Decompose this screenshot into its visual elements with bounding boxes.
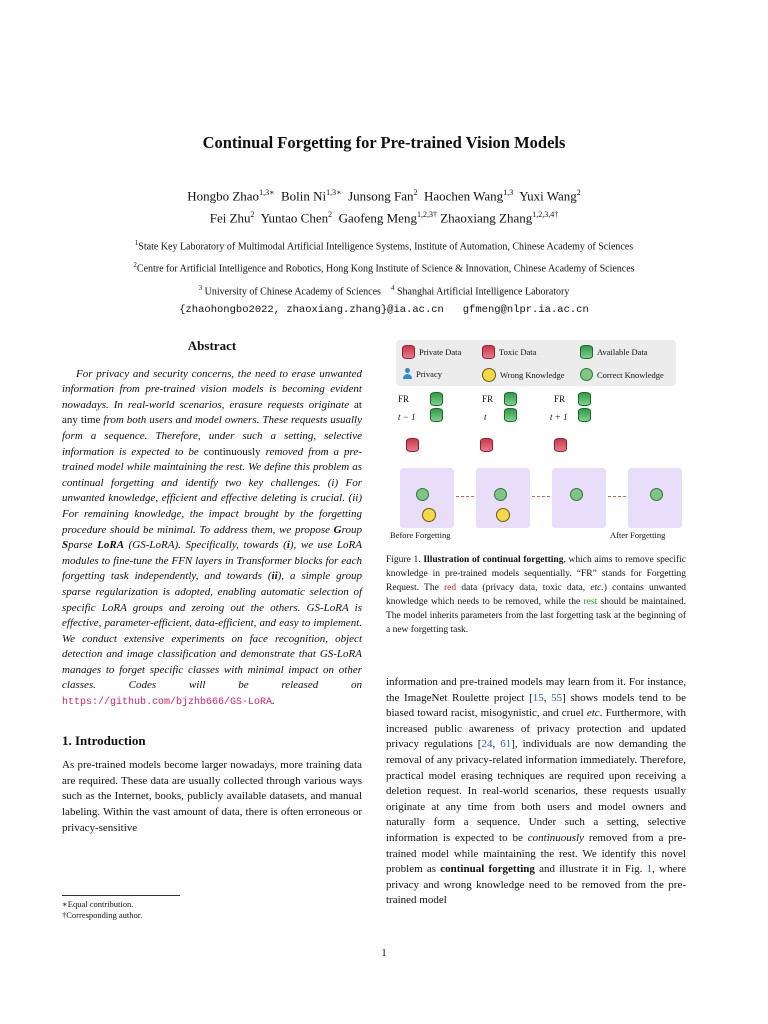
section-heading-introduction: 1. Introduction: [62, 732, 146, 748]
citation-link[interactable]: 24: [481, 738, 493, 751]
right-column-paragraph: information and pre-trained models may learn from it. For instance, the ImageNet Roulette project [15, 55] shows models tend to be biased toward racist, misogynistic, and cruel etc. Furthermore, with increased public awareness of privacy protection and updated privacy regulations [24, 61], individuals are now demanding the removal of any privacy-related information immediately. Therefore, practical model erasing techniques are required upon receiving a deletion request. In real-world scenarios, these requests usually originate at any time from both users and model owners and naturally form a sequence. Under such a setting, selective information is expected to be continuously removed from a pre-trained model while maintaining the rest. We identify this novel problem as continual forgetting and illustrate it in Fig. 1, where privacy and wrong knowledge need to be removed from the pre-trained model: [386, 676, 687, 907]
author-list: [0, 183, 768, 228]
network-icon: [580, 368, 593, 381]
author: Haochen Wang: [423, 188, 504, 204]
toxic-icon: [422, 508, 436, 522]
author-emails: {zhaohongbo2022, zhaoxiang.zhang}@ia.ac.cn gfmeng@nlpr.ia.ac.cn: [179, 303, 589, 316]
network-icon: [570, 488, 583, 501]
abstract-text: For privacy and security concerns, the need to erase unwanted information from pre-trained vision models is becoming evident nowadays. In real-world scenarios, erasure requests originate at any time from both users and model owners. These requests usually form a sequence. Therefore, under such a setting, selective information is expected to be continuously removed from a pre-trained model while maintaining the rest. We define this problem as continual forgetting and identify two key challenges. (i) For unwanted knowledge, efficient and effective deleting is crucial. (ii) For remaining knowledge, the impact brought by the forgetting procedure should be minimal. To address them, we propose Group Sparse LoRA (GS-LoRA). Specifically, towards (i), we use LoRA modules to fine-tune the FFN layers in Transformer blocks for each forgetting task independently, and towards (ii), a simple group sparse regularization is adopted, enabling automatic selection of specific LoRA groups and zeroing out the others. GS-LoRA is effective, parameter-efficient, data-efficient, and easy to implement. We conduct extensive experiments on face recognition, object detection and image classification and demonstrate that GS-LoRA manages to forget specific classes with minimal impact on other classes. Codes will be released on https://github.com/bjzhb666/GS-LoRA.: [62, 367, 362, 709]
before-forgetting-label: Before Forgetting: [390, 530, 451, 540]
figure-legend: [396, 340, 676, 386]
toxic-icon: [482, 368, 496, 382]
data-stack: [430, 392, 443, 422]
author: Gaofeng Meng: [338, 210, 417, 226]
private-data-request-icon: [554, 438, 567, 452]
author: Junsong Fan: [348, 188, 414, 204]
citation-link[interactable]: 15: [532, 691, 544, 704]
footnotes: [62, 895, 362, 921]
author: Yuntao Chen: [260, 210, 329, 226]
abstract-heading: Abstract: [187, 338, 237, 353]
toxic-data-request-icon: [480, 438, 493, 452]
legend-correct-knowledge: Correct Knowledge: [580, 368, 664, 381]
legend-available-data: Available Data: [580, 345, 648, 359]
page-number: 1: [381, 947, 387, 959]
author: Fei Zhu: [209, 210, 251, 226]
affiliation-2: $^2$Centre for Artificial Intelligence and Robotics, Hong Kong Institute of Science & Innovation, Chinese Academy of Sciences: [133, 261, 635, 275]
data-stack: [578, 392, 591, 422]
toxic-icon: [496, 508, 510, 522]
paper-title: Continual Forgetting for Pre-trained Vision Models: [202, 133, 566, 152]
affiliations: [0, 234, 768, 319]
after-forgetting-label: After Forgetting: [610, 530, 666, 540]
left-column: [62, 338, 362, 836]
network-icon: [494, 488, 507, 501]
author: Hongbo Zhao: [187, 188, 260, 204]
citation-link[interactable]: 61: [500, 738, 512, 751]
person-icon: [402, 368, 412, 379]
legend-privacy: Privacy: [402, 368, 442, 379]
author: Zhaoxiang Zhang: [440, 210, 533, 226]
private-data-request-icon: [406, 438, 419, 452]
legend-wrong-knowledge: Wrong Knowledge: [482, 368, 565, 382]
footnote-equal-contribution: ∗Equal contribution.: [62, 899, 134, 909]
author: Bolin Ni: [281, 188, 327, 204]
code-link[interactable]: https://github.com/bjzhb666/GS-LoRA: [62, 697, 273, 709]
database-icon: [580, 345, 593, 359]
figure-1: Private Data Toxic Data Available Data Privacy Wrong Knowledge Correct Knowledge FR t − 1 FR t FR t + 1 Before Forgetting After Forgetting: [396, 340, 686, 545]
database-icon: [482, 345, 495, 359]
citation-link[interactable]: 55: [551, 691, 563, 704]
affiliation-1: $^1$State Key Laboratory of Multimodal Artificial Intelligence Systems, Institute of Automation, Chinese Academy of Sciences: [134, 239, 634, 253]
network-icon: [650, 488, 663, 501]
arrow: [608, 496, 626, 497]
legend-private-data: Private Data: [402, 345, 461, 359]
data-stack: [504, 392, 517, 422]
affiliation-3-4: $^3$ University of Chinese Academy of Sciences $^4$ Shanghai Artificial Intelligence Laboratory: [198, 283, 570, 297]
author-line-2: Fei Zhu$^2$ Yuntao Chen$^2$ Gaofeng Meng$^{1,2,3\dagger}$ Zhaoxiang Zhang$^{1,2,3,4\dagger}$: [209, 210, 559, 226]
network-icon: [416, 488, 429, 501]
author-line-1: Hongbo Zhao$^{1,3∗}$ Bolin $Ni^{1,3∗}$ Junsong Fan$^2$ Haochen Wang$^{1,3}$ Yuxi Wang$^2$: [187, 188, 581, 204]
figure-caption: Figure 1. Illustration of continual forgetting, which aims to remove specific knowledge in pre-trained models sequentially. “FR” stands for Forgetting Request. The red data (privacy data, toxic data, etc.) contains unwanted knowledge which needs to be removed, while the rest should be maintained. The model inherits parameters from the last forgetting task at the beginning of a new forgetting task.: [386, 555, 686, 635]
introduction-paragraph: As pre-trained models become larger nowadays, more training data are required. These data are usually collected through various ways such as the Internet, books, publicly available datasets, and manual labeling. Within the vast amount of data, there is often erroneous or privacy-sensitive: [62, 759, 362, 834]
arrow: [532, 496, 550, 497]
author: Yuxi Wang: [519, 188, 577, 204]
figure-reference-link[interactable]: 1: [646, 863, 653, 876]
arrow: [456, 496, 474, 497]
database-icon: [402, 345, 415, 359]
legend-toxic-data: Toxic Data: [482, 345, 536, 359]
footnote-corresponding-author: †Corresponding author.: [62, 910, 143, 920]
